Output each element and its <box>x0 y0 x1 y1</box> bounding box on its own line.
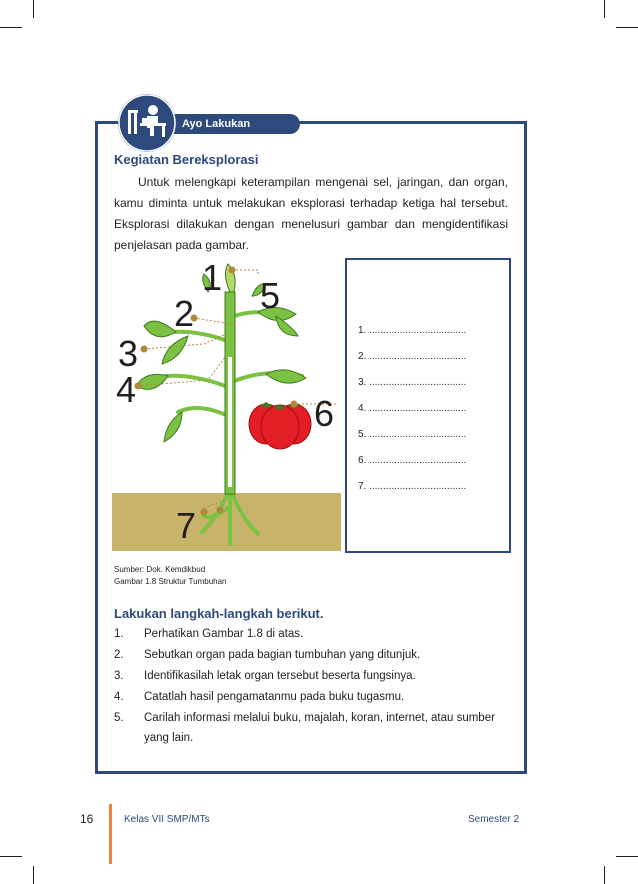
answer-list <box>358 318 466 500</box>
figure-label-7: 7 <box>176 505 197 546</box>
source-text: Sumber: Dok. Kemdikbud <box>114 565 206 574</box>
activity-intro <box>114 172 508 256</box>
steps-list <box>114 624 514 749</box>
leaf <box>266 370 306 383</box>
crop-mark <box>33 866 34 884</box>
crop-mark <box>616 856 638 857</box>
answer-blank: ................................... <box>369 377 467 388</box>
footer-semester: Semester 2 <box>468 814 520 825</box>
answer-blank: ................................... <box>369 429 467 440</box>
steps-title: Lakukan langkah-langkah berikut. <box>114 606 324 621</box>
figure-label-5: 5 <box>260 275 281 316</box>
crop-mark <box>33 0 34 18</box>
figure-label-3: 3 <box>118 333 139 374</box>
leader-lines <box>138 270 338 508</box>
activity-title: Kegiatan Bereksplorasi <box>114 152 259 167</box>
answer-item: 3. ................................... <box>358 377 467 388</box>
answer-item: 4. ................................... <box>358 403 467 414</box>
step-item: 4. Catatlah hasil pengamatanmu pada buku tugasmu. <box>114 691 405 703</box>
figure-source <box>114 564 227 588</box>
answer-blank: ................................... <box>369 351 467 362</box>
answer-blank: ................................... <box>369 325 467 336</box>
leaf <box>144 321 176 337</box>
plant-illustration <box>108 252 344 552</box>
answer-blank: ................................... <box>369 403 467 414</box>
footer-divider <box>109 804 112 864</box>
crop-mark <box>604 0 605 18</box>
footer-class: Kelas VII SMP/MTs <box>124 814 210 825</box>
answer-item: 1. ................................... <box>358 325 467 336</box>
page-number: 16 <box>80 812 94 826</box>
step-item: 2. Sebutkan organ pada bagian tumbuhan yang ditunjuk. <box>114 649 421 661</box>
leaf <box>164 412 182 442</box>
answer-item: 6. ................................... <box>358 455 467 466</box>
student-at-desk-icon <box>118 94 176 152</box>
figure-label-4: 4 <box>116 369 137 410</box>
soil <box>112 493 341 551</box>
answer-blank: ................................... <box>369 481 467 492</box>
crop-mark <box>604 866 605 884</box>
figure-caption: Gambar 1.8 Struktur Tumbuhan <box>114 577 227 586</box>
leaf <box>162 336 188 364</box>
tomatoes <box>249 404 311 449</box>
crop-mark <box>0 27 22 28</box>
step-item: 5. Carilah informasi melalui buku, majalah, koran, internet, atau sumber yang lain. <box>114 712 495 744</box>
badge-title: Ayo Lakukan <box>182 118 251 130</box>
figure-label-1: 1 <box>202 257 223 298</box>
crop-mark <box>616 27 638 28</box>
answer-item: 5. ................................... <box>358 429 467 440</box>
stem-core <box>228 357 232 487</box>
intro-text: Untuk melengkapi keterampilan mengenai sel, jaringan, dan organ, kamu diminta untuk melakukan eksplorasi terhadap ketiga hal tersebut. Eksplorasi dilakukan dengan menelusuri gambar dan mengidentifikasi penjelasan pada gambar. <box>114 175 508 252</box>
crop-mark <box>0 856 22 857</box>
answer-blank: ................................... <box>369 455 467 466</box>
answer-item: 2. ................................... <box>358 351 467 362</box>
answer-item: 7. ................................... <box>358 481 467 492</box>
step-item: 1. Perhatikan Gambar 1.8 di atas. <box>114 628 304 640</box>
step-item: 3. Identifikasilah letak organ tersebut beserta fungsinya. <box>114 670 416 682</box>
tomato <box>261 405 299 449</box>
figure-label-2: 2 <box>174 293 195 334</box>
figure-label-6: 6 <box>314 393 335 434</box>
